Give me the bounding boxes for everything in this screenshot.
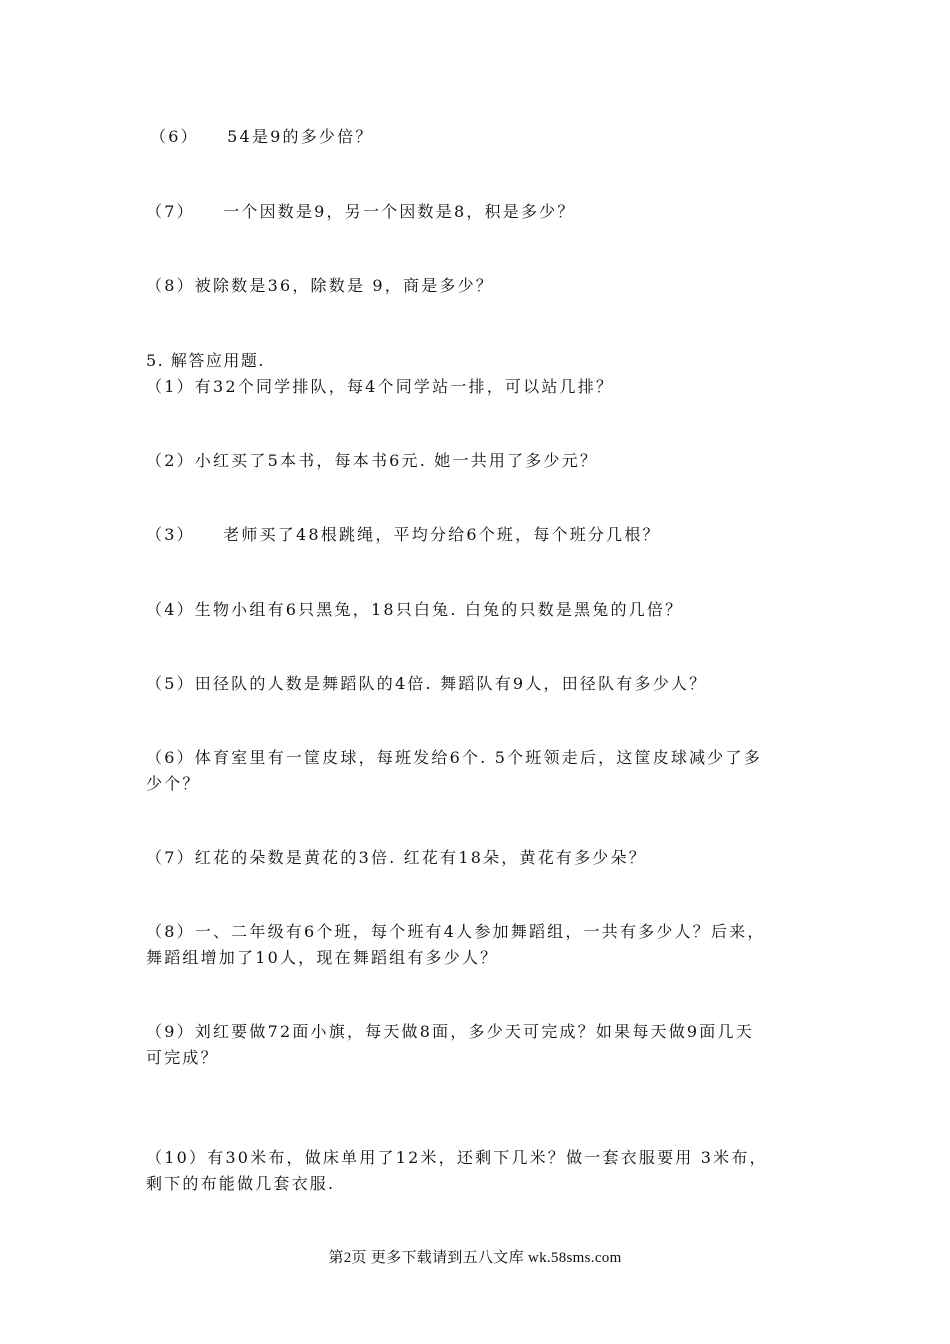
question-5-9-line-1: （9）刘红要做72面小旗，每天做8面，多少天可完成？如果每天做9面几天 <box>146 1022 754 1041</box>
question-4-7: （7） 一个因数是9，另一个因数是8，积是多少？ <box>146 202 576 221</box>
question-5-10-line-1: （10）有30米布，做床单用了12米，还剩下几米？做一套衣服要用 3米布， <box>146 1148 768 1167</box>
question-5-9-line-2: 可完成？ <box>146 1048 219 1067</box>
question-5-4: （4）生物小组有6只黑兔，18只白兔. 白兔的只数是黑兔的几倍？ <box>146 600 684 619</box>
question-5-7: （7）红花的朵数是黄花的3倍. 红花有18朵，黄花有多少朵？ <box>146 848 647 867</box>
question-5-5: （5）田径队的人数是舞蹈队的4倍. 舞蹈队有9人，田径队有多少人？ <box>146 674 708 693</box>
page-footer: 第2页 更多下载请到五八文库 wk.58sms.com <box>328 1250 622 1266</box>
question-5-10-line-2: 剩下的布能做几套衣服. <box>146 1174 336 1193</box>
question-4-6: （6） 54是9的多少倍？ <box>150 127 374 146</box>
question-5-2: （2）小红买了5本书，每本书6元. 她一共用了多少元？ <box>146 451 599 470</box>
question-4-8: （8）被除数是36，除数是 9，商是多少？ <box>146 276 495 295</box>
question-5-6-line-2: 少个？ <box>146 774 201 793</box>
question-5-3: （3） 老师买了48根跳绳，平均分给6个班，每个班分几根？ <box>146 525 661 544</box>
section-5-heading: 5. 解答应用题. <box>146 351 265 370</box>
question-5-8-line-2: 舞蹈组增加了10人，现在舞蹈组有多少人？ <box>146 948 499 967</box>
question-5-6-line-1: （6）体育室里有一筐皮球，每班发给6个. 5个班领走后，这筐皮球减少了多 <box>146 748 762 767</box>
question-5-8-line-1: （8）一、二年级有6个班，每个班有4人参加舞蹈组，一共有多少人？后来， <box>146 922 766 941</box>
question-5-1: （1）有32个同学排队，每4个同学站一排，可以站几排？ <box>146 377 615 396</box>
